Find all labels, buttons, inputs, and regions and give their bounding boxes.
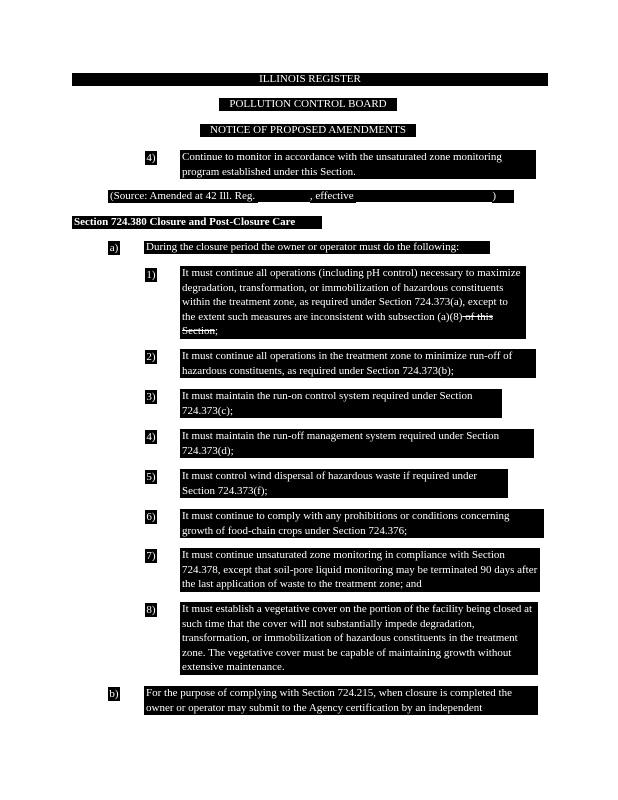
register-blank — [258, 202, 310, 203]
item-text — [180, 266, 526, 339]
item-text: It must maintain the run-off management system required under Section 724.373(d); — [180, 429, 534, 458]
item-number: 7) — [146, 550, 156, 562]
item-number: 4) — [146, 431, 156, 443]
notice-title-text: NOTICE OF PROPOSED AMENDMENTS — [210, 124, 406, 136]
item-text: It must establish a vegetative cover on the portion of the facility being closed at such time that the cover will not substantially impede degradation, transformation, or immobilization of hazardous constituents in the treatment zone. The vegetative cover must be capable of maintaining growth without extensive maintenance. — [180, 602, 538, 675]
source-note-prefix: (Source: Amended at 42 Ill. Reg. — [110, 190, 258, 202]
item-1-text: It must continue all operations (including pH control) necessary to maximize degradation, transformation, or immobilization of hazardous constituents within the treatment zone, as required under Section 724.373(a), except to the extent such measures are inconsistent with subsection (a)(8) — [182, 267, 521, 323]
item-number: 6) — [146, 511, 156, 523]
item-1-tail: ; — [215, 325, 219, 338]
item-number: 1) — [146, 269, 156, 281]
board-title-text: POLLUTION CONTROL BOARD — [229, 98, 387, 110]
item-text: It must continue unsaturated zone monitoring in compliance with Section 724.378, except that soil-pore liquid monitoring may be terminated 90 days after the last application of waste to the treatment zone; and — [180, 548, 540, 592]
item-number: 3) — [146, 391, 156, 403]
section-heading: Section 724.380 Closure and Post-Closure Care — [72, 216, 322, 229]
subsection-b-label: b) — [109, 688, 119, 700]
subsection-a-label: a) — [109, 242, 119, 254]
item-text: It must control wind dispersal of hazardous waste if required under Section 724.373(f); — [180, 469, 508, 498]
register-title — [72, 73, 548, 86]
item-number: 5) — [146, 471, 156, 483]
board-title — [219, 98, 397, 111]
struck-text: of this Section — [182, 310, 493, 338]
effective-date-blank — [356, 202, 492, 203]
source-note-middle: , effective — [309, 190, 357, 202]
item-number: 8) — [146, 604, 156, 616]
item-text: It must continue all operations in the treatment zone to minimize run-off of hazardous constituents, as required under Section 724.373(b); — [180, 349, 536, 378]
subsection-a-text: During the closure period the owner or operator must do the following: — [144, 241, 490, 254]
prev-item-text: Continue to monitor in accordance with the unsaturated zone monitoring program established under this Section. — [180, 150, 536, 179]
prev-item-number: 4) — [146, 152, 156, 164]
subsection-b-text: For the purpose of complying with Section 724.215, when closure is completed the owner or operator may submit to the Agency certification by an independent — [144, 686, 538, 715]
register-title-text: ILLINOIS REGISTER — [259, 73, 361, 85]
source-note — [108, 190, 514, 203]
item-text: It must continue to comply with any prohibitions or conditions concerning growth of food-chain crops under Section 724.376; — [180, 509, 544, 538]
source-note-suffix: ) — [492, 190, 497, 202]
item-number: 2) — [146, 351, 156, 363]
item-text: It must maintain the run-on control system required under Section 724.373(c); — [180, 389, 502, 418]
notice-title — [200, 124, 416, 137]
